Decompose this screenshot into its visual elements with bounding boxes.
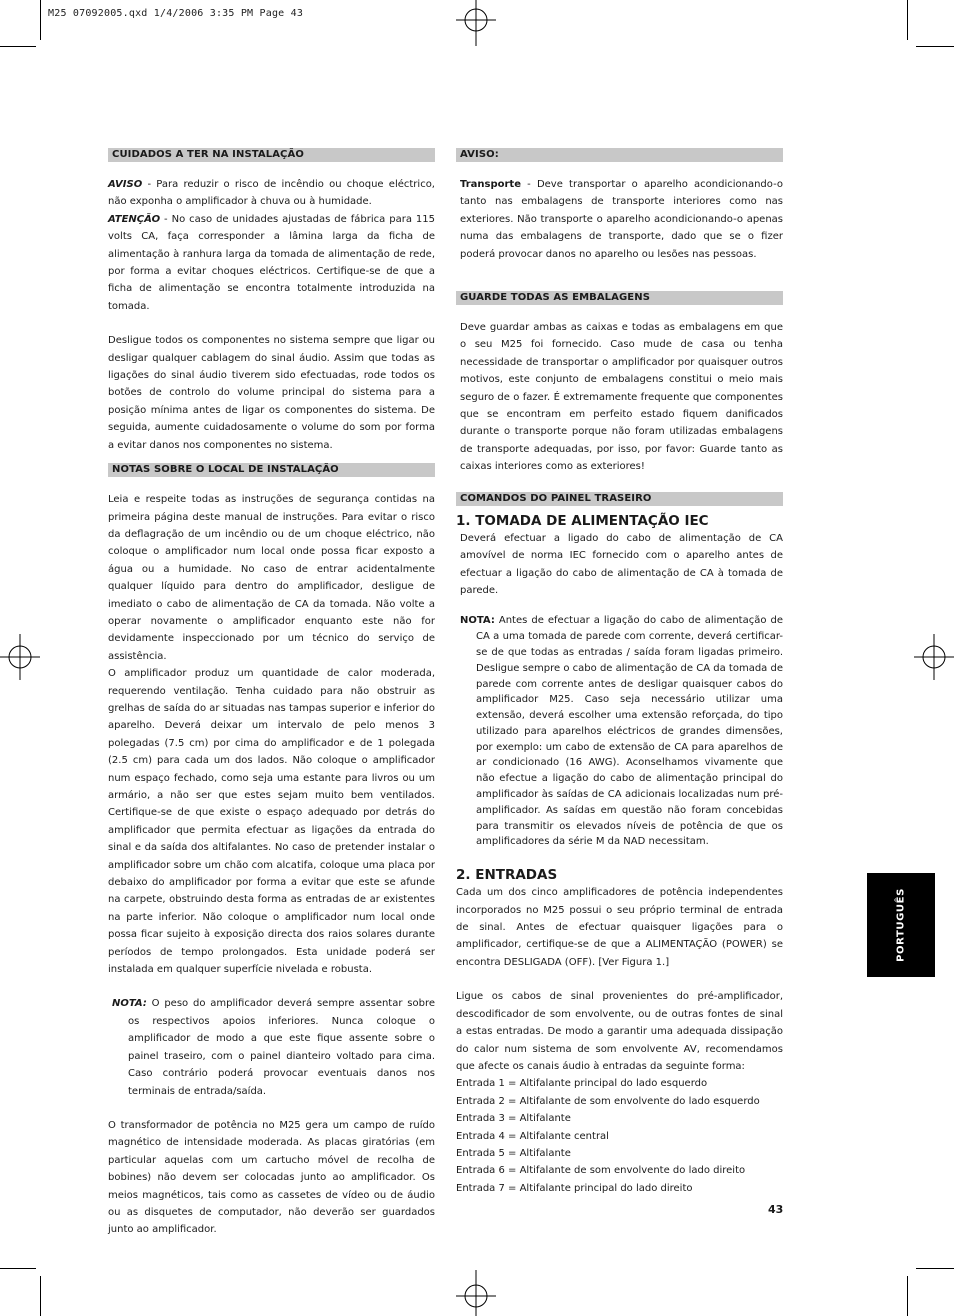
atencao-label: ATENÇÃO: [108, 213, 161, 225]
nota-text: O peso do amplificador deverá sempre assentar sobre os respectivos apoios inferiores. Nunca coloque o amplificador de modo a que este fique assente sobre o painel traseiro, com o painel dianteiro voltado para cima. Caso contrário poderá provocar eventuais danos nos terminais de entrada/saída.: [128, 998, 435, 1097]
transport-label: Transporte: [460, 179, 521, 190]
atencao-text: - No caso de unidades ajustadas de fábrica para 115 volts CA, faça corresponder a lâmina larga da ficha de alimentação à ranhura larga da tomada de alimentação de rede, por forma a evitar choques eléctricos. Certifique-se de que a ficha de alimentação se encontra totalmente introduzida na tomada.: [108, 213, 435, 312]
list-item: Entrada 2 = Altifalante de som envolvente do lado esquerdo: [456, 1095, 760, 1107]
aviso-text: - Para reduzir o risco de incêndio ou choque eléctrico, não exponha o amplificador à chuva ou à humidade.: [108, 179, 435, 208]
nota-label: NOTA:: [112, 998, 147, 1010]
crop-mark: [0, 46, 36, 47]
nota-text: Antes de efectuar a ligação do cabo de alimentação de CA a uma tomada de parede com corrente, deverá certificar-se de que todas as entradas / saída foram ligadas primeiro. Desligue sempre o cabo de alimentação de CA da tomada de parede com corrente antes de desligar quaisquer cabos do amplificador M25. Caso seja necessário utilizar uma extensão, deverá escolher uma extensão reforçada, do tipo utilizado para aparelhos eléctricos de grandes dimensões, por exemplo: um cabo de extensão de CA para aparelhos de ar condicionado (16 AWG). Aconselhamos vivamente que não efectue a ligação do cabo de alimentação principal do amplificador às saídas de CA adicionais localizadas num pré-amplificador. As saídas em questão não foram concebidas para transmitir os elevados níveis de potência de que os amplificadores da série M da NAD necessitam.: [476, 615, 783, 848]
section-bar-location-notes: NOTAS SOBRE O LOCAL DE INSTALAÇÃO: [108, 463, 435, 477]
crop-mark: [907, 1276, 908, 1316]
file-slug: M25 07092005.qxd 1/4/2006 3:35 PM Page 43: [48, 8, 304, 19]
packaging-paragraph: Deve guardar ambas as caixas e todas as embalagens em que o seu M25 foi fornecido. Caso mude de casa ou tenha necessidade de transportar o amplificador por quaisquer outros motivos, este conjunto de embalagens constitui o meio mais seguro de o fazer. É extremamente frequente que componentes que se encontram em perfeito estado fiquem danificados durante o transporte porque não foram utilizadas embalagens de transporte adequadas, por isso, por favor: Guarde tanto as caixas interiores como as exteriores!: [460, 322, 783, 473]
list-item: Entrada 6 = Altifalante de som envolvente do lado direito: [456, 1165, 746, 1177]
section-bar-installation-care: CUIDADOS A TER NA INSTALAÇÃO: [108, 148, 435, 162]
transformer-paragraph: O transformador de potência no M25 gera um campo de ruído magnético de intensidade moderada. As placas giratórias (em particular aquelas com um cartucho móvel de recolha de bobines) não devem ser colocadas junto ao amplificador. Os meios magnéticos, tais como as cassetes de vídeo ou de áudio ou as disquetes de computador, não deverão ser guardados junto ao amplificador.: [108, 1119, 435, 1236]
crop-mark: [40, 1276, 41, 1316]
nota-label: NOTA:: [460, 615, 495, 627]
aviso-label: AVISO: [108, 179, 143, 190]
list-item: Entrada 1 = Altifalante principal do lado esquerdo: [456, 1078, 708, 1090]
weight-note: [108, 995, 435, 1099]
signal-cables-paragraph: Ligue os cabos de sinal provenientes do pré-amplificador, descodificador de som envolvente, ou de outras fontes de sinal a estas entradas. De modo a garantir uma adequada dissipação do calor num sistema de som envolvente AV, recomendamos que afecte os canais áudio à entradas da seguinte forma:: [456, 991, 783, 1072]
registration-mark-icon: [912, 632, 954, 682]
left-column: [108, 148, 435, 1239]
crop-mark: [0, 1268, 36, 1269]
crop-mark: [907, 0, 908, 40]
list-item: Entrada 3 = Altifalante: [456, 1113, 571, 1125]
section-bar-rear-panel: COMANDOS DO PAINEL TRASEIRO: [456, 492, 783, 506]
registration-mark-icon: [0, 632, 42, 682]
crop-mark: [40, 0, 41, 40]
registration-mark-icon: [452, 0, 500, 48]
ventilation-paragraph: O amplificador produz um quantidade de calor moderada, requerendo ventilação. Tenha cuidado para não obstruir as grelhas de saída do ar situadas nas tampas superior e inferior do aparelho. Deverá deixar um intervalo de pelo menos 3 polegadas (7.5 cm) por cima do amplificador e de 1 polegada (2.5 cm) para cada um dos lados. Não coloque o amplificador num espaço fechado, como seja uma estante para livros ou um armário, a não ser que estes sejam muito bem ventilados. Certifique-se de que existe o espaço adequado por detrás do amplificador que permita efectuar as ligações da entrada do sinal e da saída dos altifalantes. No caso de pretender instalar o amplificador sobre um chão com alcatifa, coloque uma placa por debaixo do amplificador por forma a evitar que este se afunde na carpete, obstruindo desta forma as entradas de ar existentes na parte inferior. Não coloque o amplificador num local onde possa ficar sujeito à exposição directa dos raios solares durante períodos de tempo prolongados. Esta unidade poderá ser instalada em qualquer superfície nivelada e robusta.: [108, 668, 435, 976]
language-tab-label: PORTUGUÊS: [895, 888, 907, 962]
inputs-paragraph: Cada um dos cinco amplificadores de potência independentes incorporados no M25 possui o seu próprio terminal de entrada de sinal. Antes de efectuar quaisquer ligações para o amplificador, certifique-se de que a ALIMENTAÇÃO (POWER) se encontra DESLIGADA (OFF). [Ver Figura 1.]: [456, 887, 783, 968]
safety-paragraph: Leia e respeite todas as instruções de segurança contidas na primeira página deste manual de instruções. Para evitar o risco da deflagração de um incêndio ou de um choque eléctrico, não coloque o amplificador num local onde possa ficar exposto a água ou a humidade. No caso de entrar acidentalmente qualquer líquido para dentro do amplificador, desligue de imediato o cabo de alimentação de CA da tomada. Não volte a operar novamente o amplificador enquanto este não for devidamente inspeccionado por um técnico do serviço de assistência.: [108, 494, 435, 662]
right-column: [456, 148, 783, 1197]
list-item: Entrada 5 = Altifalante: [456, 1147, 571, 1159]
warning-paragraph: [108, 176, 435, 211]
section-bar-warning: AVISO:: [456, 148, 783, 162]
power-cord-note: [456, 613, 783, 850]
crop-mark: [916, 46, 954, 47]
crop-mark: [916, 1268, 954, 1269]
attention-paragraph: [108, 211, 435, 315]
disconnect-paragraph: Desligue todos os componentes no sistema sempre que ligar ou desligar qualquer cablagem do sinal áudio. Assim que todas as ligações do sinal áudio tiverem sido efectuadas, rode todos os botões de controlo do volume principal do sistema para a posição mínima antes de ligar os componentes do sistema. De seguida, aumente cuidadosamente o volume do som por forma a evitar danos nos componentes no sistema.: [108, 335, 435, 451]
list-item: Entrada 4 = Altifalante central: [456, 1130, 609, 1142]
input-assignment-list: [456, 1075, 783, 1197]
language-tab: [867, 873, 935, 977]
section-bar-keep-packaging: GUARDE TODAS AS EMBALAGENS: [456, 291, 783, 305]
transport-text: - Deve transportar o aparelho acondicionando-o tanto nas embalagens de transporte interiores como nas exteriores. Não transporte o aparelho acondicionando-o apenas numa das embalagens de transporte, dado que se o fizer poderá provocar danos no aparelho ou lesões nas pessoas.: [460, 179, 783, 260]
heading-inputs: 2. ENTRADAS: [456, 867, 558, 884]
registration-mark-icon: [452, 1268, 500, 1316]
heading-iec-socket: 1. TOMADA DE ALIMENTAÇÃO IEC: [456, 512, 709, 529]
iec-paragraph: Deverá efectuar a ligado do cabo de alimentação de CA amovível de norma IEC fornecido com o aparelho antes de efectuar a ligação do cabo de alimentação de CA à tomada de parede.: [460, 532, 783, 596]
page-number: 43: [768, 1203, 784, 1216]
transport-paragraph: [456, 176, 783, 263]
list-item: Entrada 7 = Altifalante principal do lado direito: [456, 1182, 693, 1194]
